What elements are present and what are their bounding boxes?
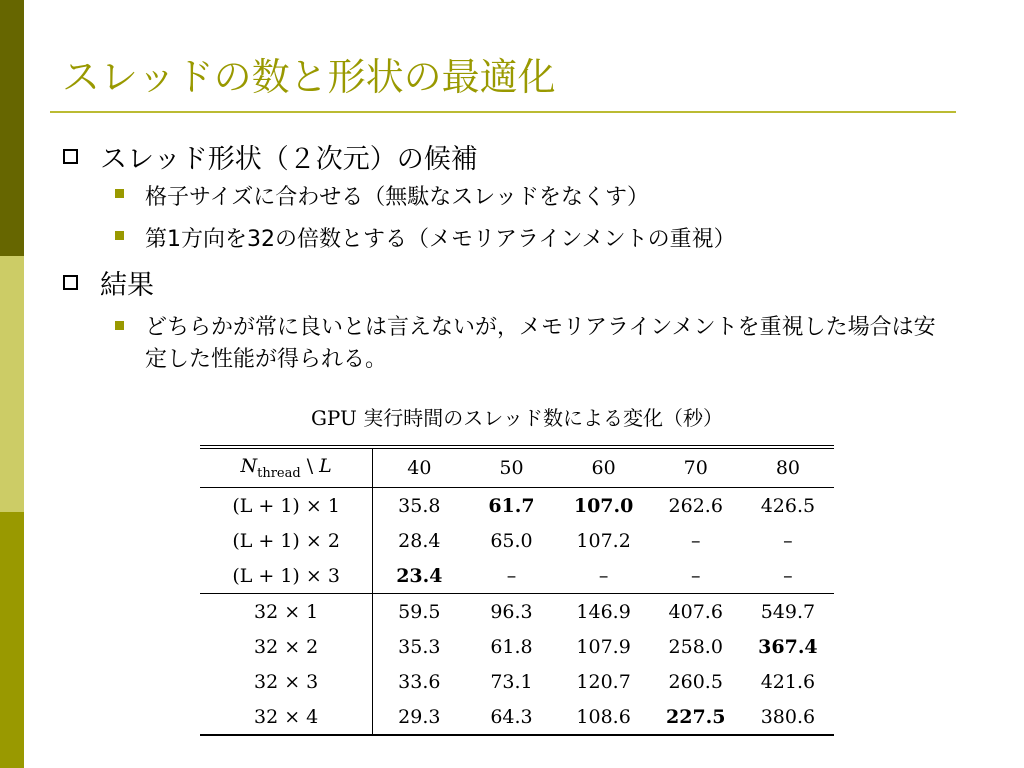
timing-table bbox=[200, 445, 834, 736]
table-cell: – bbox=[742, 558, 834, 594]
table-cell: – bbox=[650, 558, 742, 594]
bullet-level1 bbox=[100, 137, 478, 176]
sidebar-band-mid bbox=[0, 512, 24, 768]
bullet-level2 bbox=[145, 312, 945, 376]
table-cell: 107.9 bbox=[576, 635, 631, 658]
table-cell: 61.8 bbox=[490, 635, 533, 658]
table-cell: 108.6 bbox=[558, 699, 650, 735]
header-cell: 50 bbox=[465, 447, 557, 488]
bullet-text: どちらかが常に良いとは言えないが，メモリアラインメントを重視した場合は安定した性能が得られる。 bbox=[145, 315, 936, 372]
table-group-32 bbox=[200, 594, 834, 736]
table-cell: 59.5 bbox=[398, 600, 441, 623]
bullet-text: 格子サイズに合わせる（無駄なスレッドをなくす） bbox=[145, 185, 650, 210]
table-cell: – bbox=[558, 558, 650, 594]
hollow-square-bullet-icon bbox=[63, 149, 78, 164]
table-caption: GPU 実行時間のスレッド数による変化（秒） bbox=[310, 406, 724, 430]
table-cell: 35.3 bbox=[398, 635, 441, 658]
table-cell: 96.3 bbox=[490, 600, 533, 623]
table-cell: 120.7 bbox=[576, 670, 631, 693]
bullet-level2 bbox=[145, 180, 649, 211]
bullet-level2 bbox=[145, 222, 736, 253]
hollow-square-bullet-icon bbox=[63, 275, 78, 290]
table-cell: 61.7 bbox=[488, 494, 535, 517]
sidebar-band-light bbox=[0, 256, 24, 512]
table-cell: – bbox=[465, 558, 557, 594]
row-label: (L + 1) × 2 bbox=[200, 523, 373, 558]
row-label: 32 × 2 bbox=[200, 629, 373, 664]
table-cell: 29.3 bbox=[373, 699, 466, 735]
row-label: 32 × 4 bbox=[200, 699, 373, 735]
square-bullet-icon bbox=[115, 189, 124, 198]
header-cell: 70 bbox=[650, 447, 742, 488]
header-cell: 60 bbox=[558, 447, 650, 488]
table-cell: 23.4 bbox=[373, 558, 466, 594]
table-cell: 262.6 bbox=[668, 494, 723, 517]
table-cell: 258.0 bbox=[668, 635, 723, 658]
row-label: 32 × 1 bbox=[200, 594, 373, 630]
table-cell: 64.3 bbox=[465, 699, 557, 735]
square-bullet-icon bbox=[115, 321, 124, 330]
table-cell: 107.2 bbox=[576, 529, 631, 552]
table-cell: 421.6 bbox=[760, 670, 816, 693]
square-bullet-icon bbox=[115, 231, 124, 240]
bullet-level1 bbox=[100, 263, 154, 302]
table-cell: 33.6 bbox=[398, 670, 441, 693]
slide-sidebar bbox=[0, 0, 24, 768]
row-label: (L + 1) × 3 bbox=[200, 558, 373, 594]
bullet-text: 第1方向を32の倍数とする（メモリアラインメントの重視） bbox=[145, 227, 736, 252]
table-row bbox=[200, 664, 834, 699]
table-cell: 407.6 bbox=[668, 600, 723, 623]
header-cell: 40 bbox=[373, 447, 466, 488]
table-cell: 227.5 bbox=[650, 699, 742, 735]
row-label: 32 × 3 bbox=[200, 664, 373, 699]
table-cell: 28.4 bbox=[398, 529, 441, 552]
table-cell: 426.5 bbox=[760, 494, 816, 517]
table-row bbox=[200, 594, 834, 630]
header-cell: 80 bbox=[742, 447, 834, 488]
table-row bbox=[200, 558, 834, 594]
table-row bbox=[200, 629, 834, 664]
title-divider bbox=[50, 111, 956, 113]
table-cell: 260.5 bbox=[668, 670, 723, 693]
header-row-label: $N_{thread}$ \ L bbox=[200, 447, 373, 488]
table-cell: 35.8 bbox=[398, 494, 441, 517]
sidebar-band-dark bbox=[0, 0, 24, 256]
table-cell: – bbox=[691, 529, 701, 552]
table-cell: 549.7 bbox=[760, 600, 816, 623]
table-group-lplus1 bbox=[200, 488, 834, 594]
bullet-text: 結果 bbox=[100, 270, 154, 301]
table-cell: – bbox=[783, 529, 793, 552]
table-row bbox=[200, 488, 834, 524]
table-cell: 380.6 bbox=[742, 699, 834, 735]
table-cell: 146.9 bbox=[576, 600, 631, 623]
table-row bbox=[200, 699, 834, 735]
bullet-text: スレッド形状（２次元）の候補 bbox=[100, 144, 478, 175]
slide-title: スレッドの数と形状の最適化 bbox=[62, 55, 556, 99]
row-label: (L + 1) × 1 bbox=[200, 488, 373, 524]
table-header-row bbox=[200, 447, 834, 488]
table-cell: 367.4 bbox=[758, 635, 818, 658]
table-cell: 73.1 bbox=[490, 670, 533, 693]
table-row bbox=[200, 523, 834, 558]
table-cell: 65.0 bbox=[490, 529, 533, 552]
table-cell: 107.0 bbox=[573, 494, 634, 517]
